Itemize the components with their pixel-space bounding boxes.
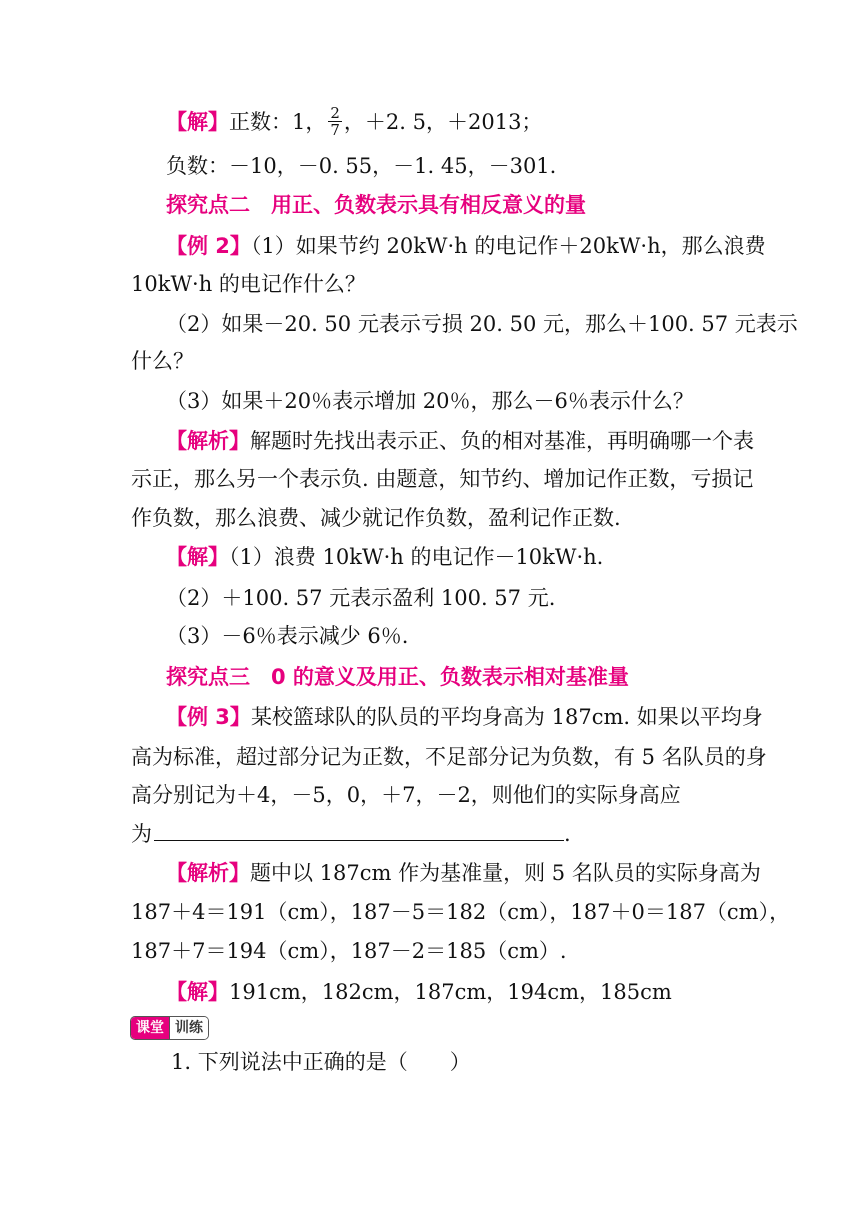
- question-1: 1. 下列说法中正确的是（ ）: [171, 1050, 471, 1074]
- example-3-line-1: 【例 3】某校篮球队的队员的平均身高为 187cm. 如果以平均身: [166, 705, 763, 729]
- solution-1-negative: 负数：－10，－0. 55，－1. 45，－301.: [166, 154, 557, 178]
- analysis-3-line-1: 【解析】题中以 187cm 作为基准量，则 5 名队员的实际身高为: [166, 861, 761, 885]
- positive-rest: ，＋2. 5，＋2013；: [343, 110, 543, 134]
- example-3-line-2: 高为标准，超过部分记为正数，不足部分记为负数，有 5 名队员的身: [131, 745, 767, 769]
- analysis-2-line-3: 作负数，那么浪费、减少就记作负数，盈利记作正数.: [131, 506, 621, 530]
- solution-3-line: 【解】191cm，182cm，187cm，194cm，185cm: [166, 980, 672, 1004]
- section-3-heading: 探究点三 0 的意义及用正、负数表示相对基准量: [166, 665, 629, 689]
- positive-label: 正数：1，: [229, 110, 327, 134]
- badge-part-2: 训练: [169, 1017, 208, 1039]
- example-2-q2-line-1: （2）如果－20. 50 元表示亏损 20. 50 元，那么＋100. 57 元表示: [166, 312, 798, 336]
- example-2-q2-line-2: 什么？: [131, 349, 194, 373]
- answer-blank[interactable]: [154, 818, 564, 841]
- example-2-tag: 【例 2】: [166, 234, 251, 258]
- analysis-3-line-3: 187＋7＝194（cm），187－2＝185（cm）.: [131, 939, 567, 963]
- analysis-2-line-2: 示正，那么另一个表示负. 由题意，知节约、增加记作正数，亏损记: [131, 467, 754, 491]
- solution-2-tag: 【解】: [166, 545, 229, 569]
- badge-part-1: 课堂: [131, 1017, 169, 1039]
- fraction-two-sevenths: $\frac{2}{7}$: [330, 104, 340, 139]
- example-2-line-1: 【例 2】（1）如果节约 20kW·h 的电记作＋20kW·h，那么浪费: [166, 234, 766, 258]
- solution-tag: 【解】: [166, 110, 229, 134]
- analysis-2-tag: 【解析】: [166, 429, 250, 453]
- analysis-2-line-1: 【解析】解题时先找出表示正、负的相对基准，再明确哪一个表: [166, 429, 754, 453]
- example-2-line-2: 10kW·h 的电记作什么？: [131, 272, 366, 296]
- solution-2-line-1: 【解】（1）浪费 10kW·h 的电记作－10kW·h.: [166, 545, 604, 569]
- solution-2-line-2: （2）＋100. 57 元表示盈利 100. 57 元.: [166, 586, 556, 610]
- example-2-q3: （3）如果＋20％表示增加 20％，那么－6％表示什么？: [166, 389, 694, 413]
- example-3-line-4: 为 .: [131, 818, 571, 850]
- solution-3-tag: 【解】: [166, 980, 229, 1004]
- solution-2-line-3: （3）－6％表示减少 6％.: [166, 624, 409, 648]
- practice-badge: [131, 1017, 208, 1039]
- section-2-heading: 探究点二 用正、负数表示具有相反意义的量: [166, 193, 586, 217]
- example-3-line-3: 高分别记为＋4，－5，0，＋7，－2，则他们的实际身高应: [131, 783, 681, 807]
- analysis-3-line-2: 187＋4＝191（cm），187－5＝182（cm），187＋0＝187（cm），: [131, 900, 791, 924]
- example-3-tag: 【例 3】: [166, 705, 251, 729]
- solution-1-line-1: [166, 106, 542, 140]
- analysis-3-tag: 【解析】: [166, 861, 250, 885]
